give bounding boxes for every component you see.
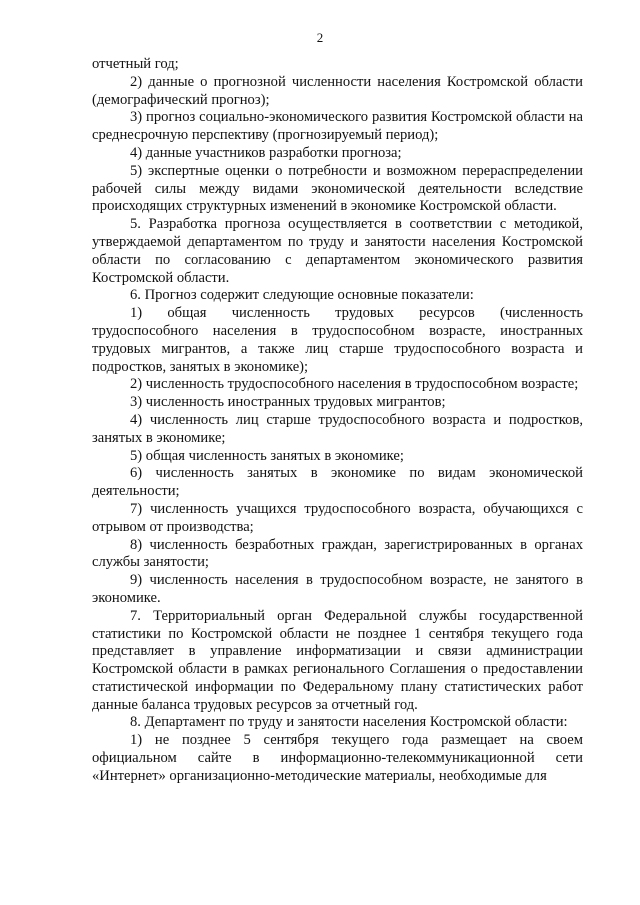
list-item-3: 3) прогноз социально-экономического развития Костромской области на среднесрочную перспективу (прогнозируемый период); bbox=[92, 109, 583, 144]
indicator-1: 1) общая численность трудовых ресурсов (численность трудоспособного населения в трудоспособном возрасте, иностранных трудовых мигрантов, а также лиц старше трудоспособного возраста и подростков, занятых в экономике); bbox=[92, 305, 583, 375]
indicator-9: 9) численность населения в трудоспособном возрасте, не занятого в экономике. bbox=[92, 572, 583, 606]
indicator-7: 7) численность учащихся трудоспособного возраста, обучающихся с отрывом от производства; bbox=[92, 500, 583, 535]
section-8-item-1: 1) не позднее 5 сентября текущего года размещает на своем официальном сайте в информационно-телекоммуникационной сети «Интернет» организационно-методические материалы, необходимые для bbox=[92, 732, 583, 784]
indicator-2: 2) численность трудоспособного населения в трудоспособном возрасте; bbox=[130, 376, 579, 393]
indicator-5: 5) общая численность занятых в экономике; bbox=[130, 447, 404, 464]
section-6: 6. Прогноз содержит следующие основные показатели: bbox=[130, 287, 474, 304]
list-item-4: 4) данные участников разработки прогноза; bbox=[130, 144, 402, 161]
document-body bbox=[92, 56, 583, 786]
paragraph-tail: отчетный год; bbox=[92, 56, 179, 72]
section-5: 5. Разработка прогноза осуществляется в соответствии с методикой, утверждаемой департаментом по труду и занятости населения Костромской области по согласованию с департаментом экономического развития Костромской области. bbox=[92, 216, 583, 286]
page-number: 2 bbox=[316, 30, 324, 45]
indicator-8: 8) численность безработных граждан, зарегистрированных в органах службы занятости; bbox=[92, 536, 583, 571]
indicator-3: 3) численность иностранных трудовых мигрантов; bbox=[130, 394, 446, 411]
section-8: 8. Департамент по труду и занятости населения Костромской области: bbox=[130, 714, 568, 731]
section-7: 7. Территориальный орган Федеральной службы государственной статистики по Костромской области не позднее 1 сентября текущего года представляет в управление информатизации и связи администрации Костромской области в рамках регионального Соглашения о предоставлении статистической информации по Федеральному плану статистических работ данные баланса трудовых ресурсов за отчетный год. bbox=[92, 607, 583, 713]
list-item-2: 2) данные о прогнозной численности населения Костромской области (демографический прогноз); bbox=[92, 73, 583, 108]
indicator-4: 4) численность лиц старше трудоспособного возраста и подростков, занятых в экономике; bbox=[92, 411, 583, 446]
indicator-6: 6) численность занятых в экономике по видам экономической деятельности; bbox=[92, 465, 583, 500]
list-item-5: 5) экспертные оценки о потребности и возможном перераспределении рабочей силы между видами экономической деятельности вследствие происходящих структурных изменений в экономике Костромской области. bbox=[92, 162, 583, 215]
